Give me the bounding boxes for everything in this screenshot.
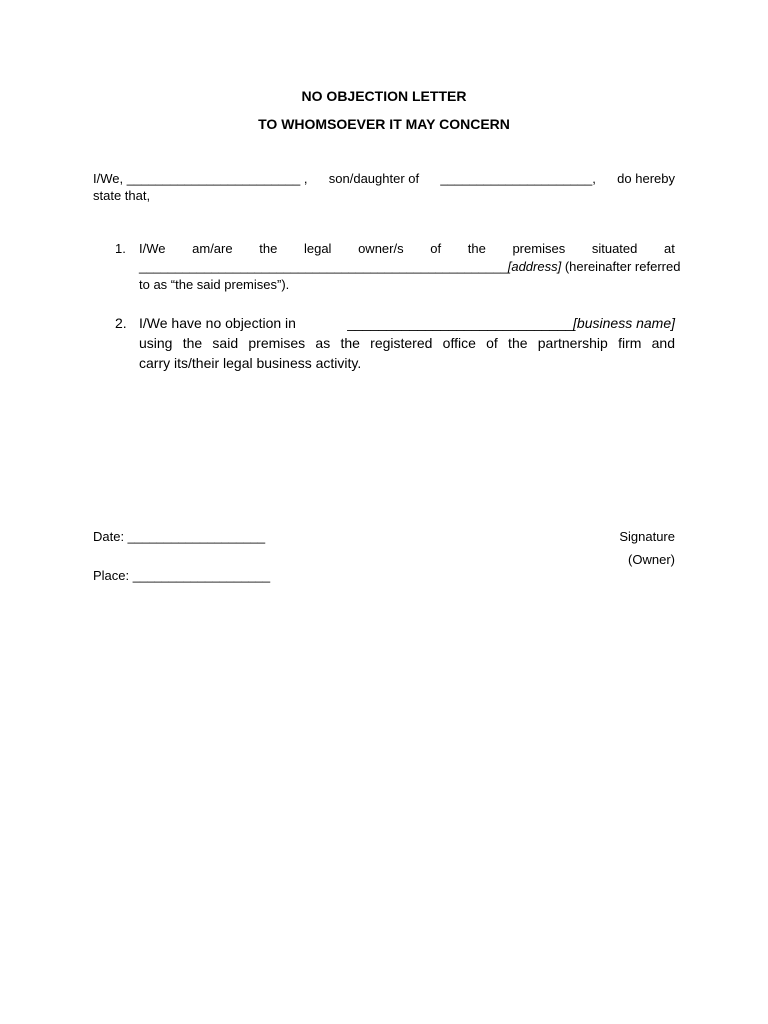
item2-line-1-text: I/We have no objection in [139,315,296,331]
letter-subtitle: TO WHOMSOEVER IT MAY CONCERN [258,116,510,132]
intro-segment-hereby: do hereby [617,171,675,186]
item1-word: legal [303,241,332,256]
intro-segment-parent-blank: _____________________, [440,171,596,186]
item1-word: the [467,241,486,256]
list-item-number: 1. [115,241,126,256]
intro-paragraph [93,170,675,204]
place-field: Place: ___________________ [93,568,271,583]
item1-word: at [664,241,675,256]
date-field: Date: ___________________ [93,529,266,544]
item2-line-1 [139,313,675,333]
list-item-body [139,313,675,373]
item1-word: premises [512,241,566,256]
item2-line-2 [139,333,675,353]
owner-label: (Owner) [628,552,675,567]
address-placeholder: [address] [507,259,562,274]
signature-label: Signature [619,529,675,544]
list-item-body [139,240,681,294]
intro-line-2: state that, [93,188,151,203]
address-blank: ___________________________________________________ [139,259,508,274]
item1-word: am/are [192,241,233,256]
item1-word: the [259,241,278,256]
item1-word: of [430,241,442,256]
item1-line-2 [139,258,681,276]
list-item-number: 2. [115,315,127,331]
item1-word: I/We [139,241,166,256]
item2-line-1-fill [347,313,675,333]
item2-line-3: carry its/their legal business activity. [139,355,362,371]
item1-line-1 [139,240,675,258]
item1-word: owner/s [358,241,404,256]
item1-word: situated [591,241,638,256]
intro-line-1 [93,170,675,187]
letter-title: NO OBJECTION LETTER [301,88,467,104]
item1-line-2-rest: (hereinafter referred [561,259,681,274]
business-name-placeholder: [business name] [573,315,675,331]
item2-line-2-text: using the said premises as the registered office of the partnership firm and [139,335,675,351]
intro-segment-relation: son/daughter of [328,171,420,186]
item1-line-3: to as “the said premises”). [139,277,290,292]
business-name-blank: _____________________________ [347,315,574,331]
intro-segment-name: I/We, ________________________ , [93,171,308,186]
